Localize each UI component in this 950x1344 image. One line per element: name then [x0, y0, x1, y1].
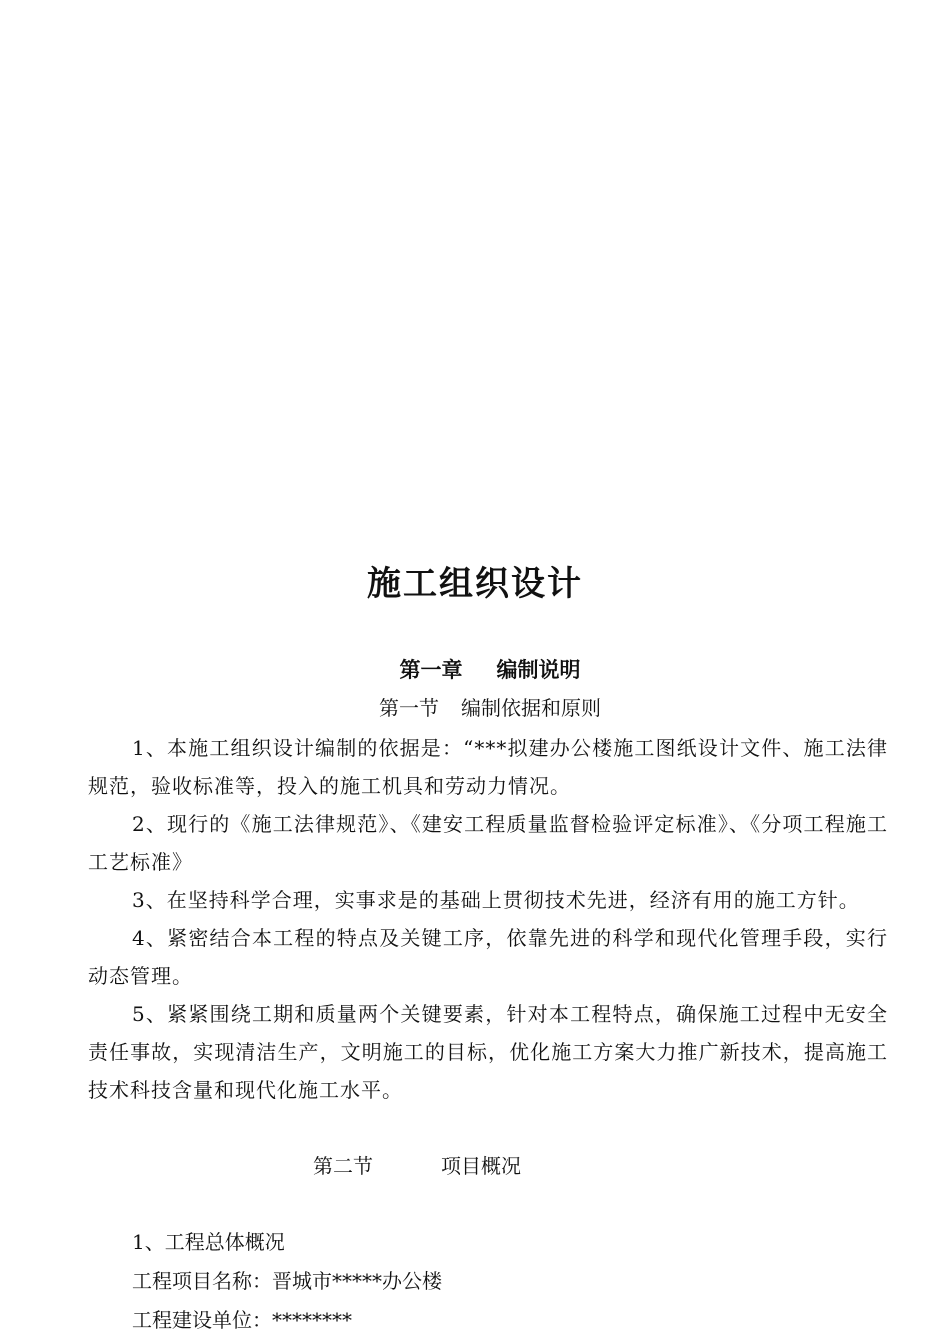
- section-1-body: [88, 729, 888, 1109]
- paragraph-3: 3、在坚持科学合理，实事求是的基础上贯彻技术先进，经济有用的施工方针。: [132, 888, 860, 912]
- item-heading: 1、工程总体概况: [132, 1230, 285, 1254]
- document-title: 施工组织设计: [367, 564, 583, 604]
- builder-field: [132, 1304, 352, 1333]
- builder-label: 工程建设单位：: [132, 1308, 272, 1332]
- project-name-label: 工程项目名称：: [132, 1269, 272, 1293]
- section-1-name: 编制依据和原则: [461, 696, 601, 720]
- section-2-number: 第二节: [313, 1154, 373, 1178]
- section-heading-2: [313, 1150, 521, 1179]
- paragraph-2: 2、现行的《施工法律规范》、《建安工程质量监督检验评定标准》、《分项工程施工工艺标准》: [88, 812, 888, 874]
- project-name-field: [132, 1265, 442, 1294]
- paragraph-5: 5、紧紧围绕工期和质量两个关键要素，针对本工程特点，确保施工过程中无安全责任事故，实现清洁生产，文明施工的目标，优化施工方案大力推广新技术，提高施工技术科技含量和现代化施工水平。: [88, 1002, 888, 1102]
- project-name-value: 晋城市*****办公楼: [272, 1269, 442, 1293]
- chapter-number: 第一章: [399, 657, 463, 682]
- section-heading-1: [0, 692, 950, 721]
- builder-value: ********: [272, 1308, 352, 1332]
- paragraph-4: 4、紧密结合本工程的特点及关键工序，依靠先进的科学和现代化管理手段，实行动态管理。: [88, 926, 888, 988]
- section-2-name: 项目概况: [441, 1154, 521, 1178]
- section-1-number: 第一节: [379, 696, 439, 720]
- paragraph-1: 1、本施工组织设计编制的依据是：“***拟建办公楼施工图纸设计文件、施工法律规范，验收标准等，投入的施工机具和劳动力情况。: [88, 736, 888, 798]
- chapter-heading: [0, 654, 950, 684]
- chapter-name: 编制说明: [496, 657, 581, 682]
